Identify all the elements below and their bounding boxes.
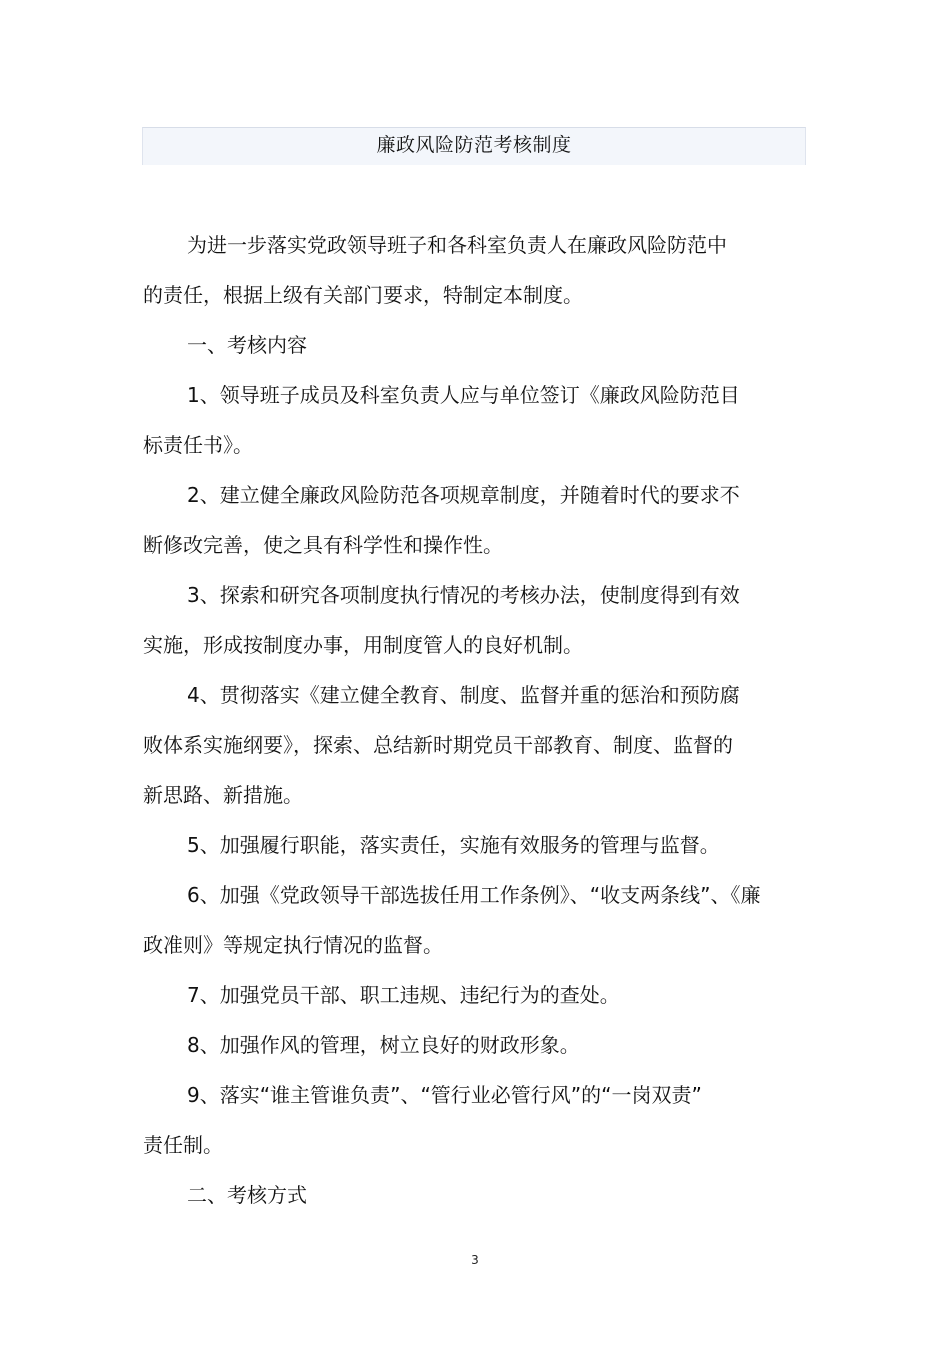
item-2-line-1: 2、建立健全廉政风险防范各项规章制度，并随着时代的要求不 [187, 483, 740, 507]
item-6-line-1: 6、加强《党政领导干部选拔任用工作条例》、“收支两条线”、《廉 [187, 883, 761, 907]
item-6-line-2: 政准则》等规定执行情况的监督。 [143, 933, 443, 957]
item-8-line-1: 8、加强作风的管理，树立良好的财政形象。 [187, 1033, 580, 1057]
item-5-line-1: 5、加强履行职能，落实责任，实施有效服务的管理与监督。 [187, 833, 720, 857]
item-1-line-1: 1、领导班子成员及科室负责人应与单位签订《廉政风险防范目 [187, 383, 740, 407]
item-4-line-2: 败体系实施纲要》，探索、总结新时期党员干部教育、制度、监督的 [143, 733, 733, 757]
paragraph-intro-line-2: 的责任，根据上级有关部门要求，特制定本制度。 [143, 283, 583, 307]
title-box [142, 127, 806, 165]
page-number: 3 [471, 1253, 479, 1267]
document-title: 廉政风险防范考核制度 [376, 134, 572, 156]
item-7-line-1: 7、加强党员干部、职工违规、违纪行为的查处。 [187, 983, 620, 1007]
item-9-line-1: 9、落实“谁主管谁负责”、“管行业必管行风”的“一岗双责” [187, 1083, 702, 1107]
section-heading-1: 一、考核内容 [187, 333, 307, 357]
item-4-line-3: 新思路、新措施。 [143, 783, 303, 807]
item-3-line-2: 实施，形成按制度办事，用制度管人的良好机制。 [143, 633, 583, 657]
item-9-line-2: 责任制。 [143, 1133, 223, 1157]
section-heading-2: 二、考核方式 [187, 1183, 307, 1207]
item-3-line-1: 3、探索和研究各项制度执行情况的考核办法，使制度得到有效 [187, 583, 740, 607]
item-4-line-1: 4、贯彻落实《建立健全教育、制度、监督并重的惩治和预防腐 [187, 683, 740, 707]
item-2-line-2: 断修改完善，使之具有科学性和操作性。 [143, 533, 503, 557]
paragraph-intro-line-1: 为进一步落实党政领导班子和各科室负责人在廉政风险防范中 [187, 233, 727, 257]
item-1-line-2: 标责任书》。 [143, 433, 253, 457]
